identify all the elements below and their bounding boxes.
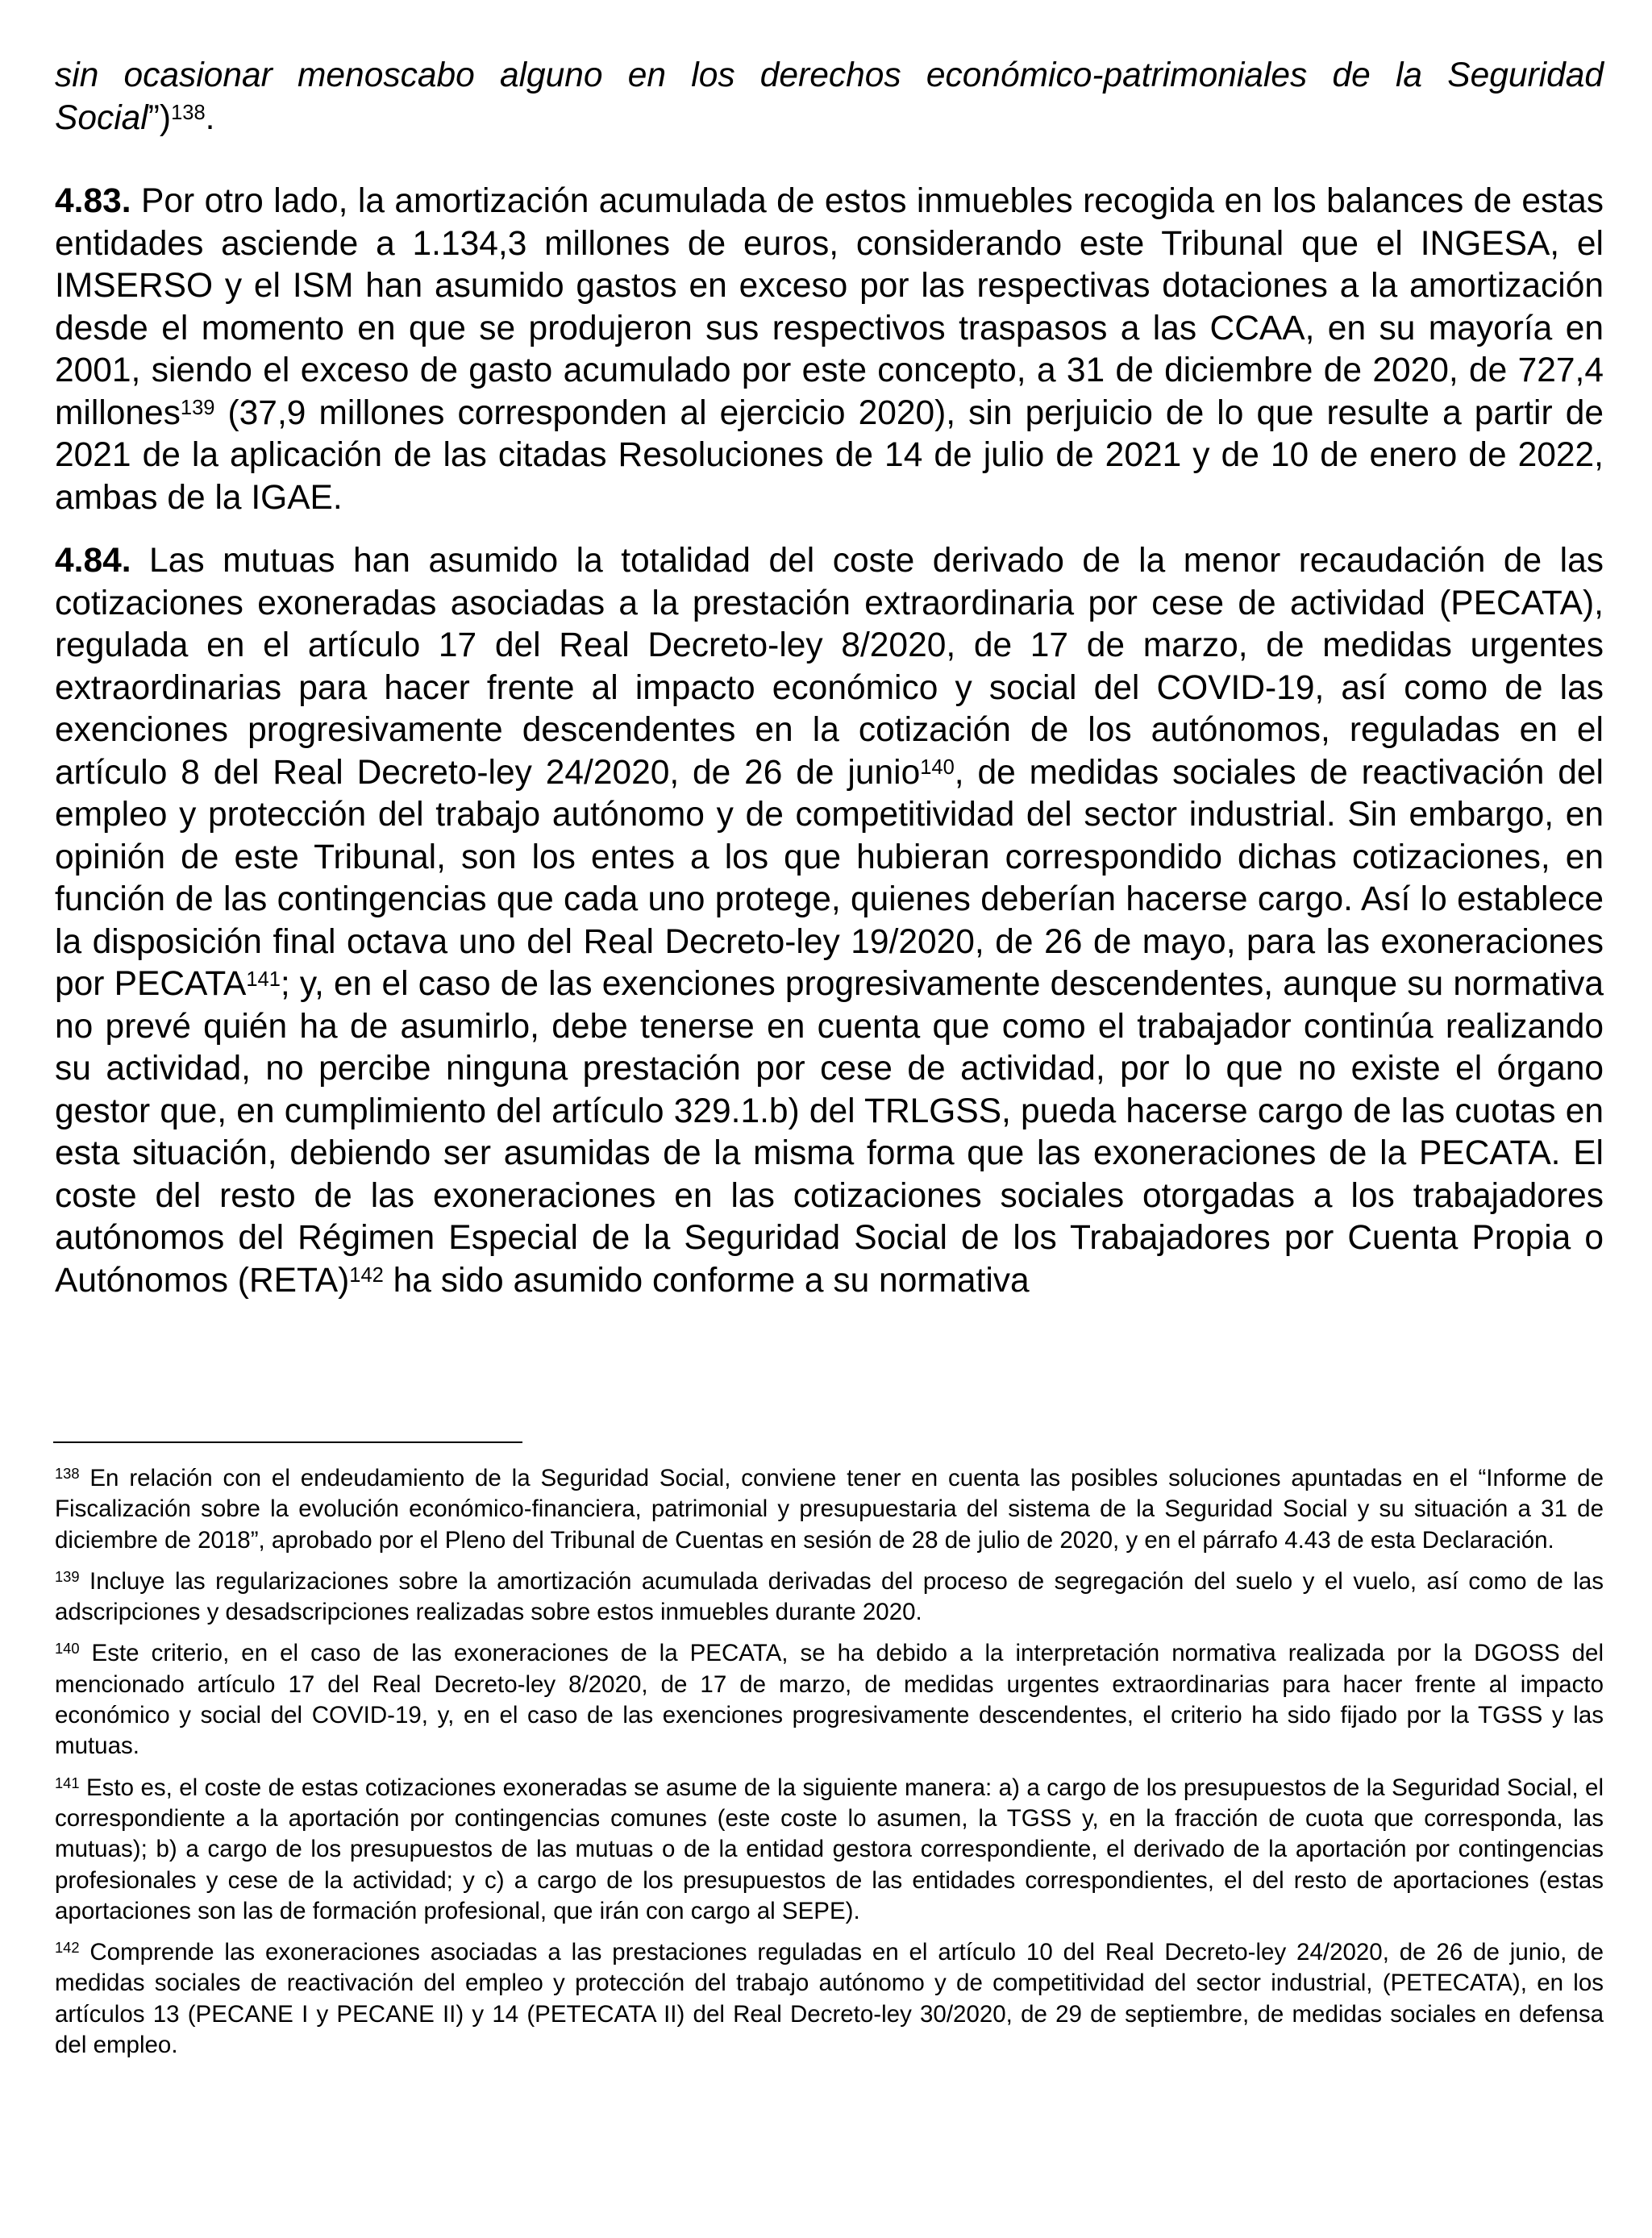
paragraph-4-84	[55, 540, 1604, 1302]
paragraph-text: , de medidas sociales de reactivación del empleo y protección del trabajo autónomo y de competitividad del sector industrial. Sin embargo, en opinión de este Tribunal, son los entes a los que hubieran correspondido dichas cotizaciones, en función de las contingencias que cada uno protege, quienes deberían hacerse cargo. Así lo establece la disposición final octava uno del Real Decreto-ley 19/2020, de 26 de mayo, para las exoneraciones por PECATA	[55, 753, 1604, 1003]
paragraph-number: 4.83.	[55, 182, 131, 220]
period: .	[205, 98, 215, 137]
quoted-text: sin ocasionar menoscabo alguno en los derechos económico-patrimoniales de la Seguridad Social	[55, 56, 1604, 137]
footnote	[55, 1638, 1604, 1762]
footnote-number: 141	[55, 1774, 80, 1791]
footnote-ref-138[interactable]: 138	[171, 102, 206, 125]
footnote-number: 142	[55, 1939, 80, 1957]
footnote-text: Incluye las regularizaciones sobre la amortización acumulada derivadas del proceso de segregación del suelo y el vuelo, así como de las adscripciones y desadscripciones realizadas sobre estos inmuebles durante 2020.	[55, 1567, 1604, 1626]
paragraph-4-83	[55, 181, 1604, 519]
footnote-ref-142[interactable]: 142	[349, 1264, 384, 1287]
footnote-ref-141[interactable]: 141	[246, 967, 281, 991]
paragraph-number: 4.84.	[55, 542, 131, 580]
paragraph-text: Por otro lado, la amortización acumulada de estos inmuebles recogida en los balances de estas entidades asciende a 1.134,3 millones de euros, considerando este Tribunal que el INGESA, el IMSERSO y el ISM han asumido gastos en exceso por las respectivas dotaciones a la amortización desde el momento en que se produjeron sus respectivos traspasos a las CCAA, en su mayoría en 2001, siendo el exceso de gasto acumulado por este concepto, a 31 de diciembre de 2020, de 727,4 millones	[55, 182, 1604, 432]
paragraph-text: (37,9 millones corresponden al ejercicio 2020), sin perjuicio de lo que resulte a partir de 2021 de la aplicación de las citadas Resoluciones de 14 de julio de 2021 y de 10 de enero de 2022, ambas de la IGAE.	[55, 393, 1604, 517]
footnote	[55, 1463, 1604, 1556]
footnote-text: Este criterio, en el caso de las exoneraciones de la PECATA, se ha debido a la interpretación normativa realizada por la DGOSS del mencionado artículo 17 del Real Decreto-ley 8/2020, de 17 de marzo, de medidas urgentes extraordinarias para hacer frente al impacto económico y social del COVID-19, y, en el caso de las exenciones progresivamente descendentes, el criterio ha sido fijado por la TGSS y las mutuas.	[55, 1640, 1604, 1760]
footnote-text: En relación con el endeudamiento de la Seguridad Social, conviene tener en cuenta las posibles soluciones apuntadas en el “Informe de Fiscalización sobre la evolución económico-financiera, patrimonial y presupuestaria del sistema de la Seguridad Social y su situación a 31 de diciembre de 2018”, aprobado por el Pleno del Tribunal de Cuentas en sesión de 28 de julio de 2020, y en el párrafo 4.43 de esta Declaración.	[55, 1465, 1604, 1554]
footnote-number: 138	[55, 1464, 80, 1482]
footnote-separator	[53, 1441, 522, 1443]
paragraph-text: ; y, en el caso de las exenciones progresivamente descendentes, aunque su normativa no prevé quién ha de asumirlo, debe tenerse en cuenta que como el trabajador continúa realizando su actividad, no percibe ninguna prestación por cese de actividad, por lo que no existe el órgano gestor que, en cumplimiento del artículo 329.1.b) del TRLGSS, pueda hacerse cargo de las cuotas en esta situación, debiendo ser asumidas de la misma forma que las exoneraciones de la PECATA. El coste del resto de las exoneraciones en las cotizaciones sociales otorgadas a los trabajadores autónomos del Régimen Especial de la Seguridad Social de los Trabajadores por Cuenta Propia o Autónomos (RETA)	[55, 965, 1604, 1300]
paragraph-text: Las mutuas han asumido la totalidad del coste derivado de la menor recaudación de las cotizaciones exoneradas asociadas a la prestación extraordinaria por cese de actividad (PECATA), regulada en el artículo 17 del Real Decreto-ley 8/2020, de 17 de marzo, de medidas urgentes extraordinarias para hacer frente al impacto económico y social del COVID-19, así como de las exenciones progresivamente descendentes en la cotización de los autónomos, reguladas en el artículo 8 del Real Decreto-ley 24/2020, de 26 de junio	[55, 542, 1604, 792]
footnote-ref-140[interactable]: 140	[920, 756, 955, 780]
paragraph-text: ha sido asumido conforme a su normativa	[383, 1261, 1030, 1300]
quote-close: ”)	[148, 98, 172, 137]
footnote-ref-139[interactable]: 139	[180, 397, 215, 420]
footnote-text: Comprende las exoneraciones asociadas a las prestaciones reguladas en el artículo 10 del Real Decreto-ley 24/2020, de 26 de junio, de medidas sociales de reactivación del empleo y protección del trabajo autónomo y de competitividad del sector industrial, (PETECATA), en los artículos 13 (PECANE I y PECANE II) y 14 (PETECATA II) del Real Decreto-ley 30/2020, de 29 de septiembre, de medidas sociales en defensa del empleo.	[55, 1939, 1604, 2059]
footnote	[55, 1937, 1604, 2061]
footnote-text: Esto es, el coste de estas cotizaciones exoneradas se asume de la siguiente manera: a) a cargo de los presupuestos de la Seguridad Social, el correspondiente a la aportación por contingencias comunes (este coste lo asumen, la TGSS y, en la fracción de cuota que corresponda, las mutuas); b) a cargo de los presupuestos de las mutuas o de la entidad gestora correspondiente, el derivado de la aportación por contingencias profesionales y cese de la actividad; y c) a cargo de los presupuestos de las entidades correspondientes, el del resto de aportaciones (estas aportaciones son las de formación profesional, que irán con cargo al SEPE).	[55, 1774, 1604, 1924]
footnote	[55, 1566, 1604, 1629]
paragraph-continuation	[55, 55, 1604, 139]
footnote-number: 139	[55, 1567, 80, 1585]
footnotes	[55, 1463, 1604, 2071]
footnote-number: 140	[55, 1640, 80, 1658]
footnote	[55, 1773, 1604, 1927]
